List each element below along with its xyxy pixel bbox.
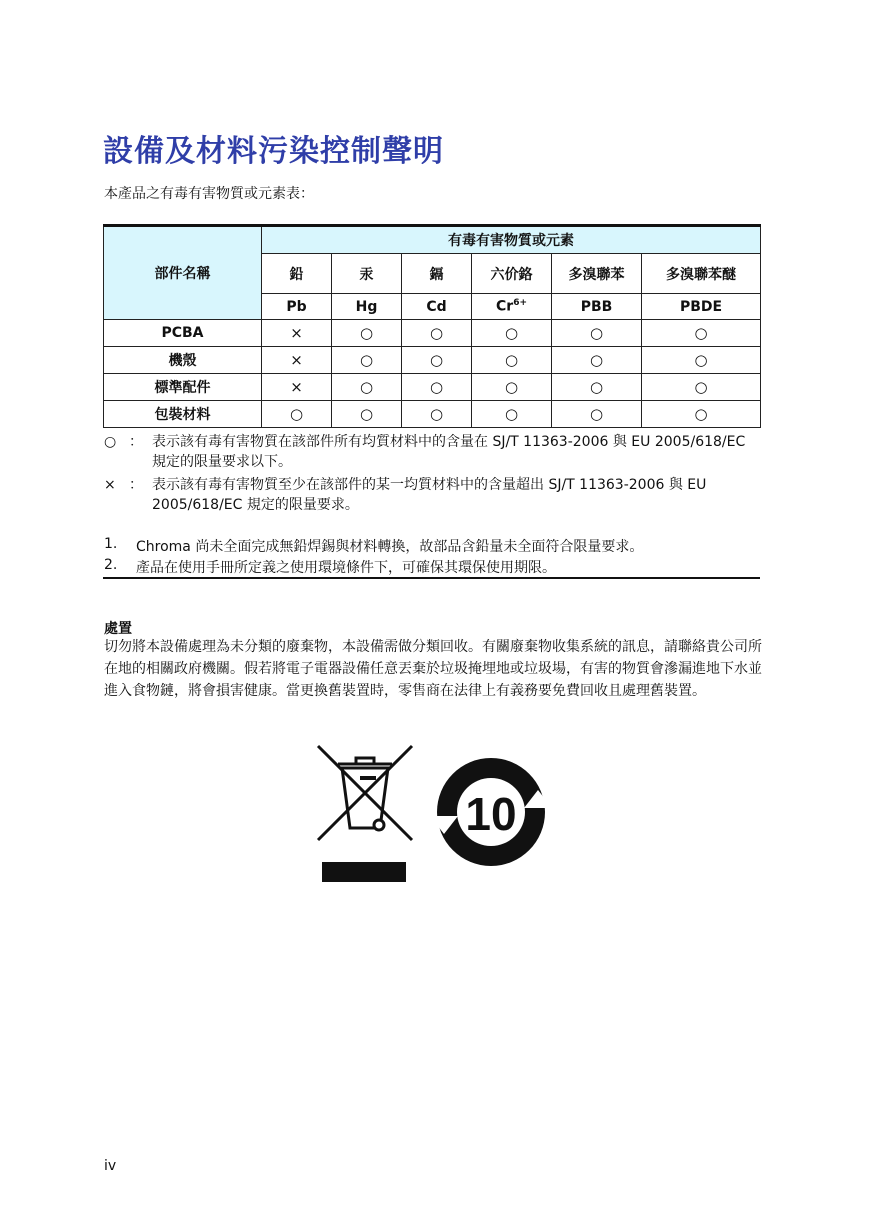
presence-cell: ○ xyxy=(332,320,402,347)
presence-cell: ○ xyxy=(402,320,472,347)
legend-text: 表示該有毒有害物質至少在該部件的某一均質材料中的含量超出 SJ/T 11363-2006 與 EU 2005/618/EC 規定的限量要求。 xyxy=(152,477,707,513)
page-title: 設備及材料污染控制聲明 xyxy=(103,134,444,169)
substance-symbol: Pb xyxy=(262,294,332,320)
list-number: 1. xyxy=(104,536,118,552)
part-name: PCBA xyxy=(104,320,262,347)
substance-name: 多溴聯苯 xyxy=(552,254,642,294)
presence-cell: ○ xyxy=(472,347,552,374)
presence-cell: ○ xyxy=(472,401,552,428)
symbol-superscript: 6+ xyxy=(513,298,527,309)
substance-group-header: 有毒有害物質或元素 xyxy=(262,226,761,254)
list-text: 產品在使用手冊所定義之使用環境條件下，可確保其環保使用期限。 xyxy=(136,560,556,576)
epup-number: 10 xyxy=(465,788,517,840)
table-intro: 本產品之有毒有害物質或元素表： xyxy=(104,186,314,202)
substance-symbol: Cd xyxy=(402,294,472,320)
presence-cell: ○ xyxy=(332,347,402,374)
presence-cell: ○ xyxy=(472,320,552,347)
presence-cell: ○ xyxy=(552,347,642,374)
presence-cell: ○ xyxy=(472,374,552,401)
presence-cell: ○ xyxy=(552,374,642,401)
substance-name: 六价鉻 xyxy=(472,254,552,294)
weee-crossed-bin-icon xyxy=(316,744,414,884)
symbol-text: Cr xyxy=(496,298,514,315)
presence-cell: ○ xyxy=(642,320,761,347)
legend-note-cross xyxy=(104,475,760,515)
environmental-protection-use-period-icon xyxy=(428,756,554,868)
page-number: iv xyxy=(104,1158,117,1174)
presence-cell: ○ xyxy=(552,401,642,428)
legend-note-circle xyxy=(104,432,760,472)
substance-name: 多溴聯苯醚 xyxy=(642,254,761,294)
table-row xyxy=(104,347,761,374)
section-divider xyxy=(103,577,760,579)
substance-name: 鉛 xyxy=(262,254,332,294)
presence-cell: ○ xyxy=(402,401,472,428)
presence-cell: × xyxy=(262,374,332,401)
presence-cell: ○ xyxy=(332,401,402,428)
presence-cell: ○ xyxy=(552,320,642,347)
table-row xyxy=(104,401,761,428)
substance-name: 汞 xyxy=(332,254,402,294)
legend-colon: ： xyxy=(129,477,143,493)
part-name-header: 部件名稱 xyxy=(104,226,262,320)
legend-mark: × xyxy=(104,477,116,493)
presence-cell: ○ xyxy=(642,374,761,401)
substance-symbol: PBDE xyxy=(642,294,761,320)
presence-cell: ○ xyxy=(402,347,472,374)
table-row xyxy=(104,320,761,347)
presence-cell: ○ xyxy=(642,401,761,428)
part-name: 機殼 xyxy=(104,347,262,374)
table-row xyxy=(104,374,761,401)
presence-cell: ○ xyxy=(402,374,472,401)
disposal-text: 切勿將本設備處理為未分類的廢棄物，本設備需做分類回收。有關廢棄物收集系統的訊息，請聯絡貴公司所在地的相關政府機關。假若將電子電器設備任意丟棄於垃圾掩埋地或垃圾場，有害的物質會滲漏進地下水並進入食物鏈，將會損害健康。當更換舊裝置時，零售商在法律上有義務要免費回收且處理舊裝置。 xyxy=(104,639,762,699)
legend-mark: ○ xyxy=(104,434,117,450)
presence-cell: ○ xyxy=(262,401,332,428)
substance-name: 鎘 xyxy=(402,254,472,294)
presence-cell: × xyxy=(262,320,332,347)
substance-symbol xyxy=(472,294,552,320)
presence-cell: ○ xyxy=(332,374,402,401)
substance-symbol: Hg xyxy=(332,294,402,320)
presence-cell: × xyxy=(262,347,332,374)
hazardous-substance-table xyxy=(103,224,761,428)
list-text: Chroma 尚未全面完成無鉛焊錫與材料轉換，故部品含鉛量未全面符合限量要求。 xyxy=(136,539,644,555)
disposal-heading: 處置 xyxy=(104,621,132,637)
legend-text: 表示該有毒有害物質在該部件所有均質材料中的含量在 SJ/T 11363-2006 與 EU 2005/618/EC 規定的限量要求以下。 xyxy=(152,434,746,470)
substance-symbol: PBB xyxy=(552,294,642,320)
legend-colon: ： xyxy=(129,434,143,450)
part-name: 標準配件 xyxy=(104,374,262,401)
list-number: 2. xyxy=(104,557,118,573)
presence-cell: ○ xyxy=(642,347,761,374)
part-name: 包裝材料 xyxy=(104,401,262,428)
